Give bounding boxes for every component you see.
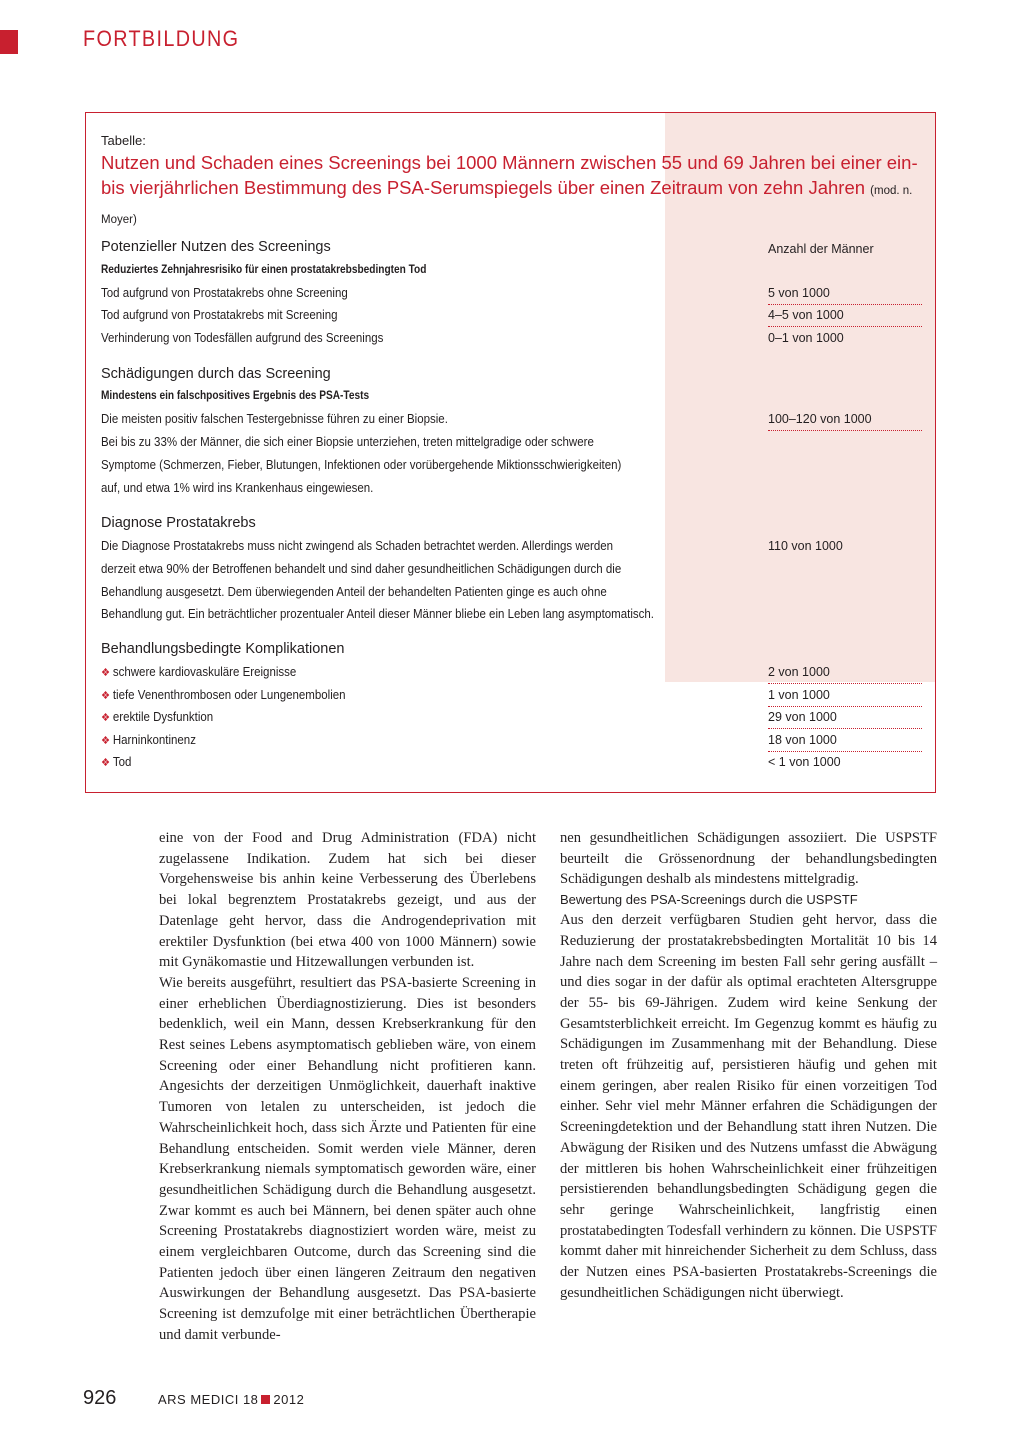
diamond-bullet-icon: ❖ bbox=[101, 712, 111, 724]
diamond-bullet-icon: ❖ bbox=[101, 667, 111, 679]
body-paragraph: nen gesundheitlichen Schädigungen assoziiert. Die USPSTF beurteilt die Grössenordnung der behandlungsbedingten Schädigungen deshalb als mindestens mittelgradig. bbox=[560, 830, 937, 888]
body-paragraph: eine von der Food and Drug Administration (FDA) nicht zugelassene Indikation. Zudem hat sich bei dieser Vorgehensweise bis anhin keine Verbesserung des Überlebens bei lokal begrenztem Prostatakrebs gezeigt, und aus der Datenlage geht hervor, dass die Androgendeprivation mit erektiler Dysfunktion (bei etwa 400 von 1000 Männern) sowie mit Gynäkomastie und Hitzewallungen verbunden ist. bbox=[159, 830, 536, 971]
table-row-text: Behandlung gut. Ein beträchtlicher prozentualer Anteil dieser Männer bliebe ein Leben lang asymptomatisch. bbox=[101, 607, 654, 621]
table-row-value: 0–1 von 1000 bbox=[768, 331, 844, 345]
diamond-bullet-icon: ❖ bbox=[101, 757, 111, 769]
body-column-left bbox=[159, 828, 536, 1346]
table-label: Tabelle: bbox=[101, 133, 146, 148]
table-row-text: Tod aufgrund von Prostatakrebs ohne Screening bbox=[101, 286, 348, 300]
table-row-text: Die meisten positiv falschen Testergebnisse führen zu einer Biopsie. bbox=[101, 412, 448, 426]
table-row bbox=[101, 665, 296, 679]
table-row-value: 110 von 1000 bbox=[768, 539, 843, 553]
group-heading: Diagnose Prostatakrebs bbox=[101, 515, 256, 531]
table-row-text: auf, und etwa 1% wird ins Krankenhaus eingewiesen. bbox=[101, 481, 374, 495]
table-row-text: schwere kardiovaskuläre Ereignisse bbox=[112, 665, 297, 679]
group-subheading: Reduziertes Zehnjahresrisiko für einen prostatakrebsbedingten Tod bbox=[101, 264, 427, 276]
group-heading: Potenzieller Nutzen des Screenings bbox=[101, 239, 331, 255]
body-column-right bbox=[560, 828, 937, 1303]
group-heading: Schädigungen durch das Screening bbox=[101, 366, 331, 382]
section-marker bbox=[0, 30, 18, 54]
table-box bbox=[85, 112, 936, 793]
section-title: FORTBILDUNG bbox=[83, 26, 240, 51]
column-header: Anzahl der Männer bbox=[768, 242, 874, 256]
diamond-bullet-icon: ❖ bbox=[101, 690, 111, 702]
group-subheading: Mindestens ein falschpositives Ergebnis des PSA-Tests bbox=[101, 390, 370, 402]
table-row-text: Tod aufgrund von Prostatakrebs mit Screening bbox=[101, 308, 338, 322]
table-row-value: 100–120 von 1000 bbox=[768, 412, 922, 431]
table-row-text: Bei bis zu 33% der Männer, die sich einer Biopsie unterziehen, treten mittelgradige oder schwere bbox=[101, 435, 594, 449]
diamond-bullet-icon: ❖ bbox=[101, 735, 111, 747]
body-paragraph: Aus den derzeit verfügbaren Studien geht hervor, dass die Reduzierung der prostatakrebsbedingten Mortalität 10 bis 14 Jahre nach dem Screening im besten Fall sehr gering ausfällt – und dies sogar in der dafür als optimal erachteten Altersgruppe der 55- bis 69-Jährigen. Zudem wird keine Senkung der Gesamtsterblichkeit erreicht. Im Gegenzug kommt es häufig zu Schädigungen im Zusammenhang mit der Behandlung. Diese treten oft frühzeitig auf, persistieren häufig und gehen mit einem geringen, aber realen Risiko für einen vorzeitigen Tod einher. Sehr viel mehr Männer erfahren die Schädigungen der Screeningdetektion und der Behandlung statt ihren Nutzen. Die Abwägung der Risiken und des Nutzens umfasst die Abwägung der mittleren bis hohen Wahrscheinlichkeit einer frühzeitigen persistierenden behandlungsbedingten Schädigung gegen die sehr geringe Wahrscheinlichkeit, langfristig einen prostatabedingten Todesfall verhindern zu können. Die USPSTF kommt daher mit hinreichender Sicherheit zu dem Schluss, dass der Nutzen eines PSA-basierten Prostatakrebs-Screenings die gesundheitlichen Schädigungen nicht überwiegt. bbox=[560, 912, 937, 1301]
table-row-text: Symptome (Schmerzen, Fieber, Blutungen, Infektionen oder vorübergehende Miktionsschwierigkeiten) bbox=[101, 458, 622, 472]
table-row-text: Verhinderung von Todesfällen aufgrund des Screenings bbox=[101, 331, 384, 345]
table-row-text: Harninkontinenz bbox=[112, 733, 196, 747]
body-paragraph: Wie bereits ausgeführt, resultiert das PSA-basierte Screening in einer erheblichen Überdiagnostizierung. Dies ist besonders bedenklich, weil ein Mann, dessen Krebserkrankung für den Rest seines Lebens asymptomatisch geblieben wäre, von einem Screening oder einer Behandlung nicht profitieren kann. Angesichts der derzeitigen Unmöglichkeit, dauerhaft inaktive Tumoren von letalen zu unterscheiden, ist jedoch die Wahrscheinlichkeit hoch, dass sich Ärzte und Patienten für eine Behandlung entscheiden. Somit werden viele Männer, deren Krebserkrankung niemals symptomatisch geworden wäre, einer gesundheitlichen Schädigung durch die Behandlung ausgesetzt. Zwar kommt es auch bei Männern, bei denen später auch ohne Screening Prostatakrebs diagnostiziert worden wäre, meist zu einem vergleichbaren Outcome, durch das Screening sind die Patienten jedoch über einen längeren Zeitraum den negativen Auswirkungen der Behandlung ausgesetzt. Das PSA-basierte Screening ist demzufolge mit einer beträchtlichen Übertherapie und damit verbunde- bbox=[159, 974, 536, 1343]
table-title bbox=[101, 150, 921, 233]
table-row-value: 2 von 1000 bbox=[768, 665, 922, 684]
table-row bbox=[101, 733, 196, 747]
table-row-value: 5 von 1000 bbox=[768, 286, 922, 305]
table-title-text: Nutzen und Schaden eines Screenings bei 1000 Männern zwischen 55 und 69 Jahren bei einer ein- bis vierjährlichen Bestimmung des PSA-Serumspiegels über einen Zeitraum von zehn Jahren bbox=[101, 152, 918, 198]
table-row-value: 18 von 1000 bbox=[768, 733, 922, 752]
table-row bbox=[101, 755, 131, 769]
table-row-text: Die Diagnose Prostatakrebs muss nicht zwingend als Schaden betrachtet werden. Allerdings werden bbox=[101, 539, 614, 553]
journal-year: 2012 bbox=[273, 1392, 305, 1407]
table-row-value: 1 von 1000 bbox=[768, 688, 922, 707]
table-row bbox=[101, 710, 213, 724]
square-separator-icon bbox=[261, 1395, 270, 1404]
table-row-value: < 1 von 1000 bbox=[768, 755, 841, 769]
page-number: 926 bbox=[83, 1387, 117, 1409]
group-heading: Behandlungsbedingte Komplikationen bbox=[101, 641, 345, 657]
table-row-text: tiefe Venenthrombosen oder Lungenembolien bbox=[112, 688, 346, 702]
journal-footer bbox=[158, 1392, 304, 1407]
journal-name: ARS MEDICI 18 bbox=[158, 1392, 259, 1407]
table-row-text: derzeit etwa 90% der Betroffenen behandelt und sind daher gesundheitlichen Schädigungen durch die bbox=[101, 562, 622, 576]
body-subheading: Bewertung des PSA-Screenings durch die USPSTF bbox=[560, 892, 858, 908]
table-row-text: Tod bbox=[112, 755, 132, 769]
table-row-value: 4–5 von 1000 bbox=[768, 308, 922, 327]
table-row-text: erektile Dysfunktion bbox=[112, 710, 214, 724]
table-source: (mod. n. Moyer) bbox=[101, 185, 913, 226]
table-row-value: 29 von 1000 bbox=[768, 710, 922, 729]
table-row bbox=[101, 688, 346, 702]
table-row-text: Behandlung ausgesetzt. Dem überwiegenden Anteil der behandelten Patienten ginge es auch ohne bbox=[101, 585, 607, 599]
